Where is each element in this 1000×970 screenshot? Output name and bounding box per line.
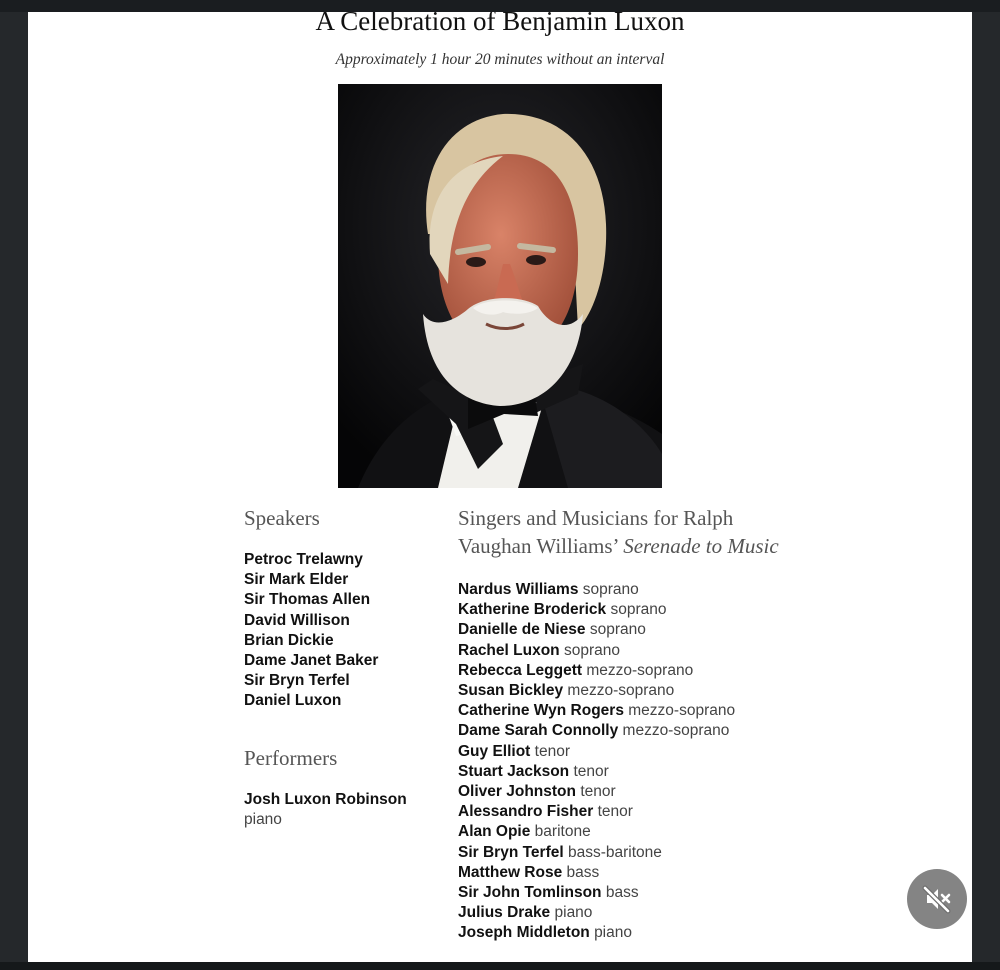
performer-name: Josh Luxon Robinson (244, 790, 407, 808)
list-item: Dame Janet Baker (244, 652, 379, 670)
speaker-muted-icon (922, 884, 952, 914)
list-item: Sir Bryn Terfel bass-baritone (458, 843, 662, 861)
list-item: Sir Bryn Terfel (244, 672, 350, 690)
list-item: Alan Opie baritone (458, 823, 591, 841)
list-item (244, 790, 444, 830)
speakers-heading: Speakers (244, 506, 320, 530)
list-item: Katherine Broderick soprano (458, 601, 667, 619)
performer-instrument: piano (244, 810, 282, 828)
bottom-bar (0, 962, 1000, 970)
list-item: Susan Bickley mezzo-soprano (458, 682, 675, 700)
right-column (458, 504, 788, 944)
list-item: Sir Thomas Allen (244, 591, 371, 609)
top-bar (0, 0, 1000, 12)
singers-heading (458, 504, 788, 560)
event-title: A Celebration of Benjamin Luxon (315, 12, 685, 36)
mute-button[interactable] (907, 869, 967, 929)
list-item: Dame Sarah Connolly mezzo-soprano (458, 722, 730, 740)
list-item: Sir Mark Elder (244, 571, 349, 589)
right-margin (972, 12, 1000, 962)
list-item: Petroc Trelawny (244, 551, 363, 568)
portrait-photo (338, 84, 662, 488)
list-item: Brian Dickie (244, 631, 334, 649)
list-item: Alessandro Fisher tenor (458, 803, 633, 821)
list-item: Danielle de Niese soprano (458, 621, 646, 639)
list-item: Sir John Tomlinson bass (458, 884, 639, 902)
list-item: Catherine Wyn Rogers mezzo-soprano (458, 702, 736, 720)
left-column (244, 504, 444, 830)
list-item: Julius Drake piano (458, 904, 593, 922)
speakers-list (244, 550, 444, 712)
list-item: Stuart Jackson tenor (458, 762, 609, 780)
list-item: Joseph Middleton piano (458, 924, 632, 942)
list-item: Nardus Williams soprano (458, 581, 639, 598)
list-item: Matthew Rose bass (458, 863, 600, 881)
list-item: David Willison (244, 611, 350, 629)
programme-page (28, 12, 972, 962)
singers-heading-text: Singers and Musicians for Ralph Vaughan Williams’ (458, 506, 734, 558)
list-item: Daniel Luxon (244, 692, 342, 710)
list-item: Oliver Johnston tenor (458, 783, 616, 801)
list-item: Rachel Luxon soprano (458, 641, 620, 659)
singers-heading-work: Serenade to Music (623, 534, 779, 558)
performers-heading: Performers (244, 745, 338, 770)
singers-list (458, 580, 788, 944)
list-item: Guy Elliot tenor (458, 742, 570, 760)
performers-list (244, 790, 444, 830)
list-item: Rebecca Leggett mezzo-soprano (458, 661, 694, 679)
event-duration: Approximately 1 hour 20 minutes without an interval (335, 51, 665, 68)
left-margin (0, 12, 28, 962)
